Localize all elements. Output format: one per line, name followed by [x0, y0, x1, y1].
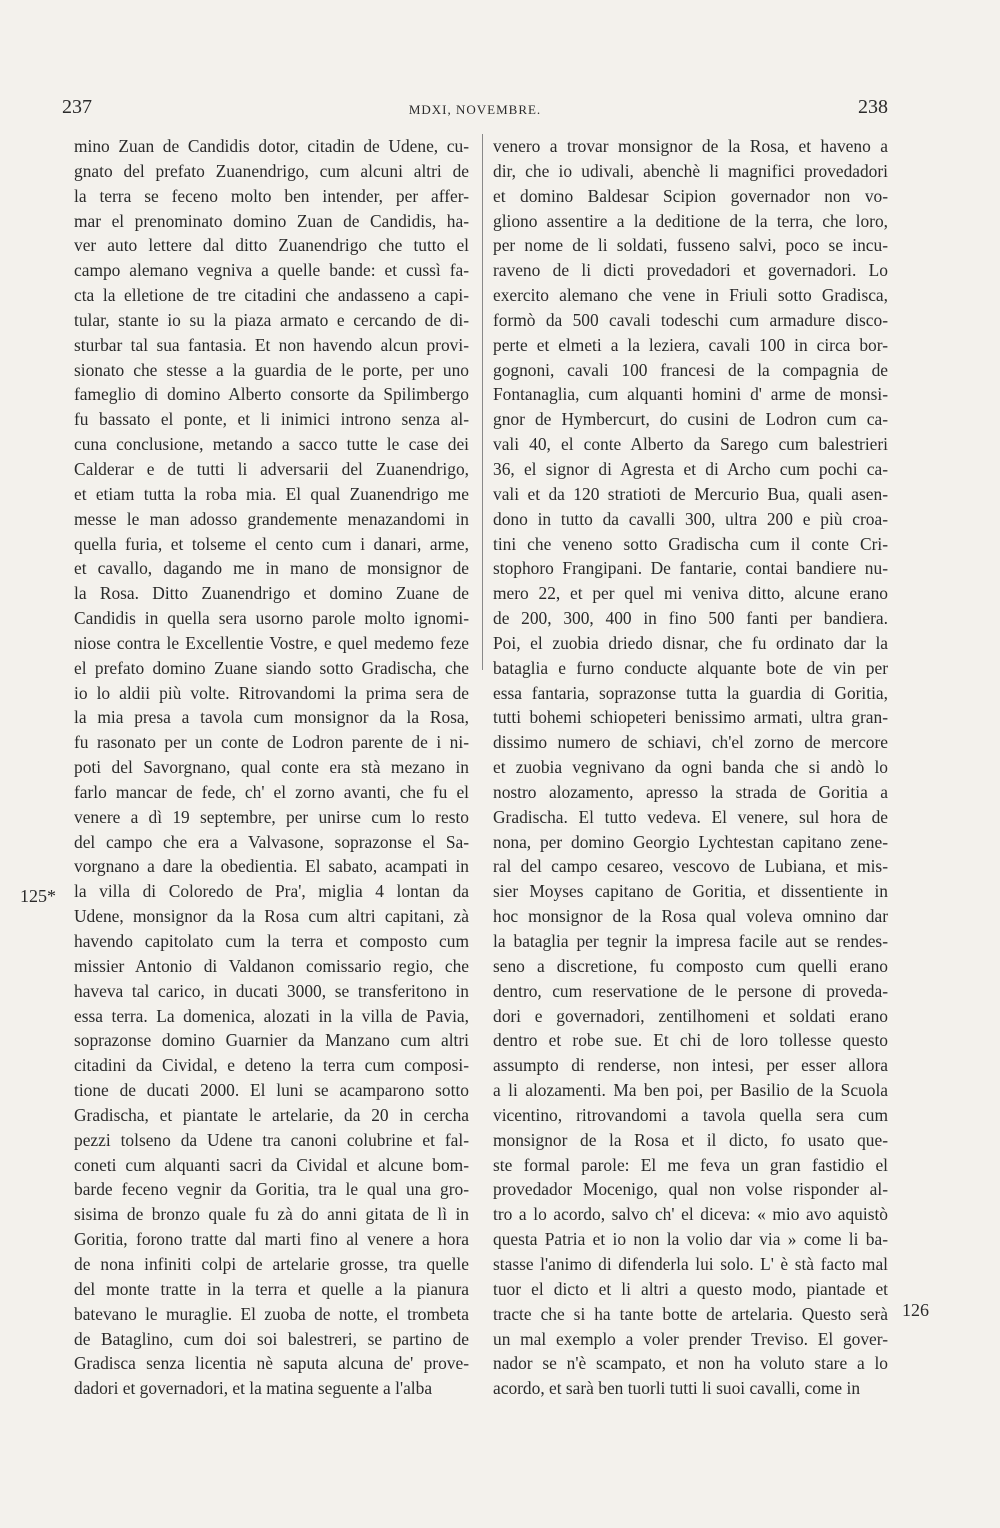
- running-header: [62, 96, 888, 126]
- text-line: dori e governadori, zentilhomeni et soldati erano: [493, 1005, 888, 1026]
- text-line: messe le man adosso grandemente menazandomi in: [74, 508, 469, 529]
- text-line: missier Antonio di Valdanon comissario regio, che: [74, 955, 469, 976]
- text-line: questa Patria et io non la volio dar via » come li ba-: [493, 1229, 888, 1250]
- text-line: gliono assentire a la deditione de la terra, che loro,: [493, 210, 888, 231]
- text-line: et zuobia vegnivano da ogni banda che si andò lo: [493, 757, 888, 778]
- text-line: coneti cum alquanti sacri da Cividal et alcune bom-: [74, 1154, 469, 1175]
- text-line: tular, stante io su la piaza armato e cercando de di-: [74, 309, 469, 330]
- text-line: del campo che era a Valvasone, soprazonse el Sa-: [74, 831, 469, 852]
- text-line: Gradisca senza licentia nè saputa alcuna de' prove-: [74, 1353, 469, 1374]
- text-line: soprazonse domino Guarnier da Manzano cum altri: [74, 1030, 469, 1051]
- margin-note-right: 126: [902, 1300, 929, 1320]
- text-line: fu bassato el ponte, et li inimici introno senza al-: [74, 409, 469, 430]
- text-line: vicentino, ritrovandomi a tavola quella sera cum: [493, 1104, 888, 1125]
- text-line: el prefato domino Zuane siando sotto Gradischa, che: [74, 657, 469, 678]
- text-line: del monte tratte in la terra et quelle a la pianura: [74, 1278, 469, 1299]
- text-line: barde feceno vegnir da Goritia, tra le qual una gro-: [74, 1179, 469, 1200]
- text-line: tuor el dicto et li altri a questo modo, piantade et: [493, 1278, 888, 1299]
- text-line: la terra se feceno molto ben intender, per affer-: [74, 185, 469, 206]
- page-number-left: 237: [62, 96, 92, 118]
- text-line: niose contra le Excellentie Vostre, e quel medemo feze: [74, 632, 469, 653]
- text-line: dentro, cum reservatione de le persone di proveda-: [493, 980, 888, 1001]
- text-line: io lo aldii più volte. Ritrovandomi la prima sera de: [74, 682, 469, 703]
- text-line: formò da 500 cavali todeschi cum armadure disco-: [493, 309, 888, 330]
- text-line: farlo mancar de fede, ch' el zorno avanti, che fu el: [74, 781, 469, 802]
- text-line: venero a trovar monsignor de la Rosa, et haveno a: [493, 136, 888, 156]
- text-line: poti del Savorgnano, qual conte era stà mezano in: [74, 757, 469, 778]
- column-divider: [482, 134, 483, 670]
- text-line: Gradischa, et piantate le artelarie, da 20 in cercha: [74, 1104, 469, 1125]
- text-line: Candidis in quella sera usorno parole molto ignomi-: [74, 608, 469, 629]
- text-line: gognoni, cavali 100 francesi de la compagnia de: [493, 359, 888, 380]
- text-line: un mal exemplo a voler prender Treviso. El gover-: [493, 1328, 888, 1349]
- text-line: Goritia, forono tratte dal marti fino al venere a hora: [74, 1229, 469, 1250]
- text-line: Calderar e de tutti li adversarii del Zuanendrigo,: [74, 458, 469, 479]
- text-line: sionato che stesse a la guardia de le porte, per uno: [74, 359, 469, 380]
- text-line: nostro alozamento, apresso la strada de Goritia a: [493, 781, 888, 802]
- text-line: dir, che io udivali, abenchè li magnifici provedadori: [493, 160, 888, 181]
- text-line: la Rosa. Ditto Zuanendrigo et domino Zuane de: [74, 583, 469, 604]
- text-line: la villa di Coloredo de Pra', miglia 4 lontan da: [74, 881, 469, 902]
- text-line: et cavallo, dagando me in mano de monsignor de: [74, 558, 469, 579]
- text-line: vali 40, el conte Alberto da Sarego cum balestrieri: [493, 434, 888, 455]
- text-line: de Bataglino, cum doi soi balestreri, se partino de: [74, 1328, 469, 1349]
- text-line: per nome de li soldati, fusseno salvi, poco se incu-: [493, 235, 888, 256]
- text-line: cuna conclusione, metando a sacco tutte le case dei: [74, 434, 469, 455]
- text-line: dissimo numero de schiavi, ch'el zorno de mercore: [493, 732, 888, 753]
- text-line: citadini da Cividal, e deteno la terra cum composi-: [74, 1055, 469, 1076]
- text-line: nona, per domino Georgio Lychtestan capitano zene-: [493, 831, 888, 852]
- text-line: Fontanaglia, cum alquanti homini d' arme de monsi-: [493, 384, 888, 405]
- text-line: et domino Baldesar Scipion governador non vo-: [493, 185, 888, 206]
- text-line: quella furia, et tolseme el cento cum i danari, arme,: [74, 533, 469, 554]
- text-line: tutti bohemi schiopeteri benissimo armati, ultra gran-: [493, 707, 888, 728]
- text-line: cta la elletione de tre citadini che andasseno a capi-: [74, 285, 469, 306]
- text-line: bataglia e furno conducte alquante bote de vin per: [493, 657, 888, 678]
- text-line: monsignor de la Rosa et il dicto, fo usato que-: [493, 1129, 888, 1150]
- text-line: vali et da 120 stratioti de Mercurio Bua, quali asen-: [493, 483, 888, 504]
- right-column: [493, 134, 888, 1401]
- text-line: dono in tutto da cavalli 300, ultra 200 e più croa-: [493, 508, 888, 529]
- text-line: tini che veneno sotto Gradischa cum il conte Cri-: [493, 533, 888, 554]
- left-column: [74, 134, 469, 1401]
- text-line: perte et elmeti a la leziera, cavali 100 in circa bor-: [493, 334, 888, 355]
- text-line: haveva tal carico, in ducati 3000, se transferitono in: [74, 980, 469, 1001]
- margin-note-left: 125*: [20, 886, 56, 906]
- text-line: mino Zuan de Candidis dotor, citadin de Udene, cu-: [74, 136, 469, 156]
- text-line: gnor de Hymbercurt, do cusini de Lodron cum ca-: [493, 409, 888, 430]
- text-line: mar el prenominato domino Zuan de Candidis, ha-: [74, 210, 469, 231]
- text-line: pezzi tolseno da Udene tra canoni colubrine et fal-: [74, 1129, 469, 1150]
- text-line: fu rasonato per un conte de Lodron parente de i ni-: [74, 732, 469, 753]
- text-line: mero 22, et per quel mi veniva ditto, alcune erano: [493, 583, 888, 604]
- text-line: sturbar tal sua fantasia. Et non havendo alcun provi-: [74, 334, 469, 355]
- text-line: sisima de bronzo quale fu zà do anni gitata de lì in: [74, 1204, 469, 1225]
- running-title: MDXI, NOVEMBRE.: [408, 102, 542, 117]
- text-line: ste formal parole: El me feva un gran fastidio el: [493, 1154, 888, 1175]
- text-line: de 200, 300, 400 in fino 500 fanti per bandiera.: [493, 608, 888, 629]
- text-line: ral del campo cesareo, vescovo de Lubiana, et mis-: [493, 856, 888, 877]
- text-line: havendo capitolato cum la terra et composto cum: [74, 931, 469, 951]
- text-line: dadori et governadori, et la matina seguente a l'alba: [74, 1378, 433, 1399]
- text-line: 36, el signor di Agresta et di Archo cum pochi ca-: [493, 458, 888, 479]
- text-line: nador se n'è scampato, et non ha voluto stare a lo: [493, 1353, 888, 1374]
- text-line: batevano le muraglie. El zuoba de notte, el trombeta: [74, 1303, 469, 1324]
- text-line: Gradischa. El tutto vedeva. El venere, sul hora de: [493, 806, 888, 827]
- text-line: vorgnano a dare la obedientia. El sabato, acampati in: [74, 856, 469, 877]
- text-line: gnato del prefato Zuanendrigo, cum alcuni altri de: [74, 160, 469, 181]
- text-line: Poi, el zuobia driedo disnar, che fu ordinato dar la: [493, 632, 888, 653]
- text-line: assumpto di renderse, non intesi, per esser allora: [493, 1055, 888, 1076]
- text-line: sier Moyses capitano de Goritia, et dissentiente in: [493, 881, 888, 902]
- text-line: ver auto lettere dal ditto Zuanendrigo che tutto el: [74, 235, 469, 256]
- text-line: a li alozamenti. Ma ben poi, per Basilio de la Scuola: [493, 1080, 888, 1101]
- text-line: acordo, et sarà ben tuorli tutti li suoi cavalli, come in: [493, 1378, 861, 1399]
- text-line: raveno de li dicti provedadori et governadori. Lo: [493, 260, 888, 281]
- text-line: stasse l'animo di difenderla lui solo. L' è stà facto mal: [493, 1253, 888, 1274]
- text-line: stophoro Frangipani. De fantarie, contai bandiere nu-: [493, 558, 888, 579]
- text-line: essa terra. La domenica, alozati in la villa de Pavia,: [74, 1005, 469, 1026]
- text-line: tione de ducati 2000. El luni se acamparono sotto: [74, 1080, 469, 1101]
- text-line: hoc monsignor de la Rosa qual voleva omnino dar: [493, 906, 888, 927]
- text-line: exercito alemano che vene in Friuli sotto Gradisca,: [493, 285, 888, 306]
- text-line: tracte che si ha tante botte de artelaria. Questo serà: [493, 1303, 888, 1324]
- text-line: tro a lo acordo, salvo ch' el diceva: « mio avo aquistò: [493, 1204, 888, 1225]
- text-line: fameglio di domino Alberto consorte da Spilimbergo: [74, 384, 469, 405]
- text-line: dentro et robe sue. Et chi de loro tollesse questo: [493, 1030, 888, 1051]
- text-line: de nona infiniti colpi de artelarie grosse, tra quelle: [74, 1253, 469, 1274]
- text-line: campo alemano vegniva a quelle bande: et cussì fa-: [74, 260, 469, 281]
- text-line: et etiam tutta la roba mia. El qual Zuanendrigo me: [74, 483, 469, 504]
- text-line: la mia presa a tavola cum monsignor da la Rosa,: [74, 707, 469, 728]
- text-line: Udene, monsignor da la Rosa cum altri capitani, zà: [74, 906, 469, 927]
- text-line: provedador Mocenigo, qual non volse risponder al-: [493, 1179, 888, 1200]
- text-line: seno a discretione, fu composto cum quelli erano: [493, 955, 888, 976]
- text-line: la bataglia per tegnir la impresa facile aut se rendes-: [493, 931, 888, 951]
- text-line: essa fantaria, soprazonse tutta la guardia di Goritia,: [493, 682, 888, 703]
- page-number-right: 238: [858, 96, 888, 118]
- text-line: venere a dì 19 septembre, per unirse cum lo resto: [74, 806, 469, 827]
